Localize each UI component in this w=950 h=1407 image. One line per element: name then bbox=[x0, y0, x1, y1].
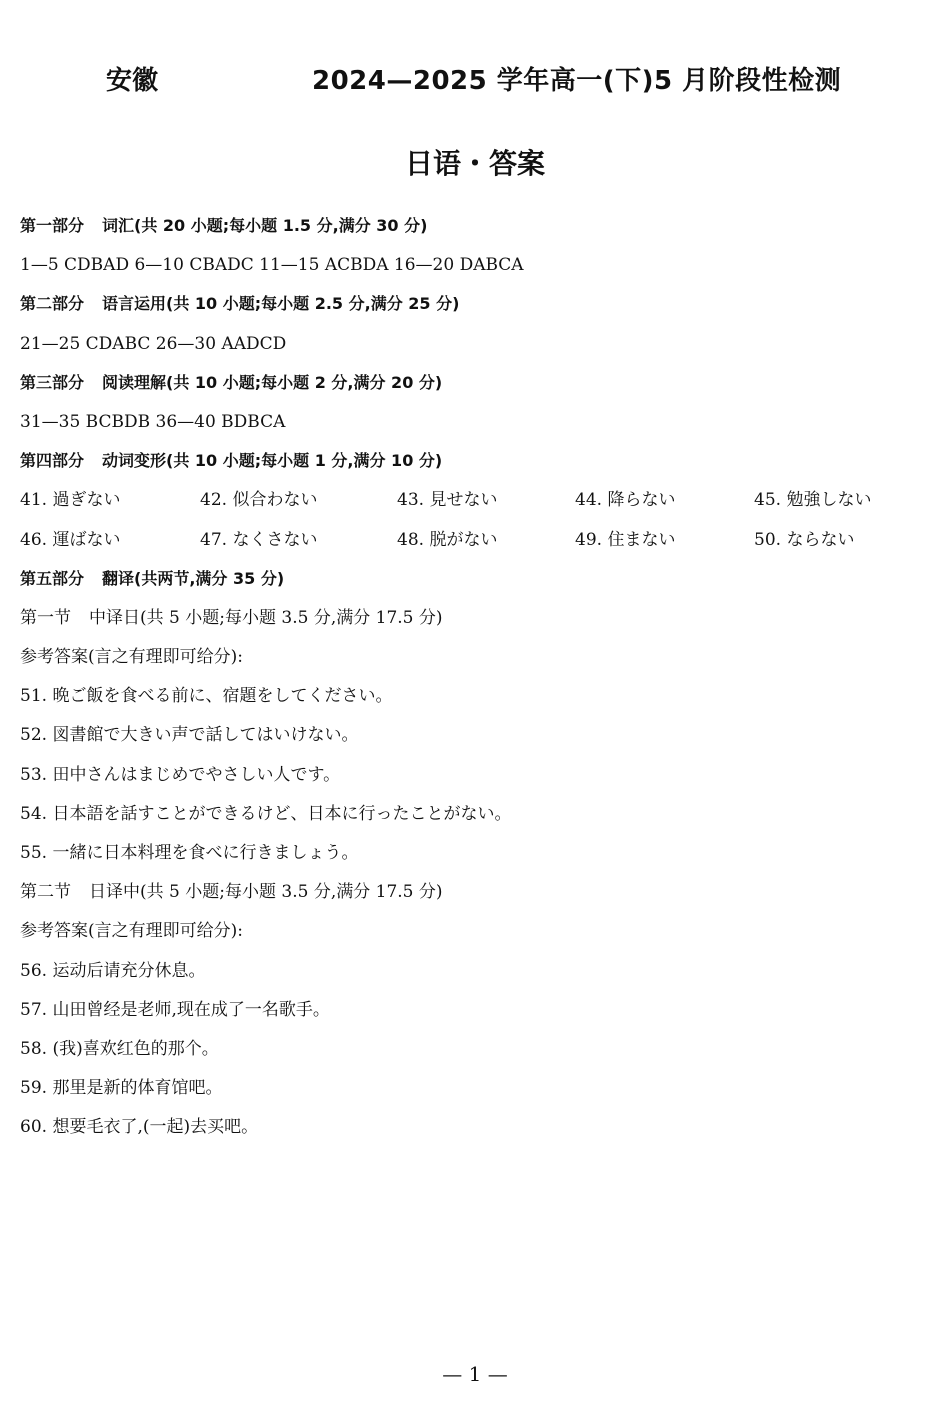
section2-reference-note: 参考答案(言之有理即可给分): bbox=[20, 921, 243, 942]
answer-46: 46. 運ばない bbox=[20, 529, 121, 550]
section1-reference-note: 参考答案(言之有理即可给分): bbox=[20, 647, 243, 668]
answer-48: 48. 脱がない bbox=[397, 529, 498, 550]
part5-name: 第五部分 bbox=[20, 568, 85, 588]
section1-desc: 中译日(共 5 小题;每小题 3.5 分,满分 17.5 分) bbox=[89, 607, 443, 628]
answer-42: 42. 似合わない bbox=[200, 490, 318, 511]
answer-57: 57. 山田曾经是老师,现在成了一名歌手。 bbox=[20, 999, 330, 1020]
part2-answers: 21—25 CDABC 26—30 AADCD bbox=[20, 333, 287, 354]
answer-47: 47. なくさない bbox=[200, 529, 318, 550]
part4-row1 bbox=[20, 486, 920, 525]
answer-45: 45. 勉強しない bbox=[754, 490, 872, 511]
part5-desc: 翻译(共两节,满分 35 分) bbox=[102, 568, 285, 588]
part1-name: 第一部分 bbox=[20, 216, 85, 235]
answer-49: 49. 住まない bbox=[575, 529, 676, 550]
part4-desc: 动词变形(共 10 小题;每小题 1 分,满分 10 分) bbox=[102, 451, 443, 471]
answer-44: 44. 降らない bbox=[575, 490, 676, 511]
answer-55: 55. 一緒に日本料理を食べに行きましょう。 bbox=[20, 843, 359, 863]
answer-54: 54. 日本語を話すことができるけど、日本に行ったことがない。 bbox=[20, 803, 512, 824]
part3-name: 第三部分 bbox=[20, 372, 85, 392]
region-label: 安徽 bbox=[106, 66, 159, 96]
part2-name: 第二部分 bbox=[20, 294, 85, 314]
answer-53: 53. 田中さんはまじめでやさしい人です。 bbox=[20, 764, 341, 785]
answer-52: 52. 図書館で大きい声で話してはいけない。 bbox=[20, 725, 359, 746]
answer-58: 58. (我)喜欢红色的那个。 bbox=[20, 1038, 219, 1059]
part5-heading bbox=[20, 565, 920, 604]
part2-desc: 语言运用(共 10 小题;每小题 2.5 分,满分 25 分) bbox=[102, 294, 460, 314]
answer-51: 51. 晩ご飯を食べる前に、宿題をしてください。 bbox=[20, 686, 393, 707]
answer-content bbox=[20, 212, 920, 1153]
part1-desc: 词汇(共 20 小题;每小题 1.5 分,满分 30 分) bbox=[102, 216, 428, 235]
section1-name: 第一节 bbox=[20, 607, 71, 628]
exam-title: 2024—2025 学年高一(下)5 月阶段性检测 bbox=[312, 66, 842, 96]
part3-heading bbox=[20, 369, 920, 408]
section2-desc: 日译中(共 5 小题;每小题 3.5 分,满分 17.5 分) bbox=[89, 882, 443, 903]
part4-heading bbox=[20, 447, 920, 486]
answer-43: 43. 見せない bbox=[397, 490, 498, 511]
part4-name: 第四部分 bbox=[20, 451, 85, 471]
subject-title: 日语・答案 bbox=[404, 147, 545, 180]
answer-41: 41. 過ぎない bbox=[20, 490, 121, 511]
part3-desc: 阅读理解(共 10 小题;每小题 2 分,满分 20 分) bbox=[102, 372, 443, 392]
section1-heading bbox=[20, 604, 920, 643]
answer-60: 60. 想要毛衣了,(一起)去买吧。 bbox=[20, 1117, 259, 1138]
part4-row2 bbox=[20, 526, 920, 565]
answer-50: 50. ならない bbox=[754, 529, 855, 550]
document-header bbox=[0, 60, 950, 100]
part1-answers: 1—5 CDBAD 6—10 CBADC 11—15 ACBDA 16—20 DABCA bbox=[20, 255, 524, 276]
answer-59: 59. 那里是新的体育馆吧。 bbox=[20, 1078, 223, 1099]
section2-heading bbox=[20, 878, 920, 917]
part1-heading bbox=[20, 212, 920, 251]
section2-name: 第二节 bbox=[20, 882, 71, 903]
part2-heading bbox=[20, 290, 920, 329]
page-number: — 1 — bbox=[442, 1362, 508, 1386]
answer-56: 56. 运动后请充分休息。 bbox=[20, 960, 206, 981]
part3-answers: 31—35 BCBDB 36—40 BDBCA bbox=[20, 411, 286, 432]
